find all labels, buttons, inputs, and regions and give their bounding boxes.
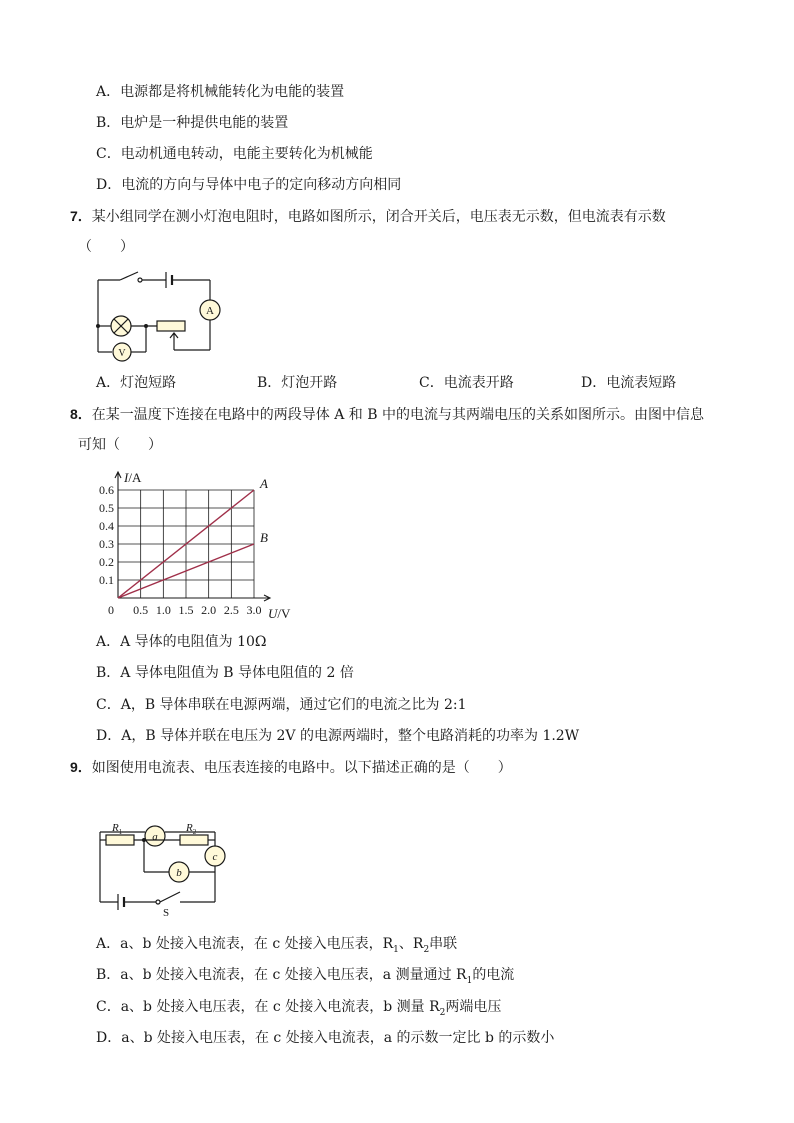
q7-junction-left [96, 324, 100, 328]
q7-option-a: A．灯泡短路 [96, 375, 177, 391]
x-tick-label: 1.0 [155, 603, 171, 617]
q7-voltmeter-label: V [118, 348, 126, 359]
q9-junction [142, 838, 146, 842]
y-tick-label: 0.3 [99, 537, 114, 551]
x-tick-label: 3.0 [246, 603, 262, 617]
q9-option-d: D．a、b 处接入电压表，在 c 处接入电流表，a 的示数一定比 b 的示数小 [96, 1030, 555, 1046]
q9-option-c: C．a、b 处接入电压表，在 c 处接入电流表，b 测量 $R_2$两端电压 [96, 999, 502, 1018]
x-tick-label: 2.5 [223, 603, 239, 617]
q9-option-a: A．a、b 处接入电流表，在 c 处接入电压表，$R_1$、$R_2$串联 [96, 936, 458, 955]
q8-stem: 在某一温度下连接在电路中的两段导体 A 和 B 中的电流与其两端电压的关系如图所示。由图中信息 [91, 407, 704, 423]
x-tick-label: 2.0 [201, 603, 217, 617]
q6-option-b: B．电炉是一种提供电能的装置 [96, 115, 289, 131]
q7-switch-blade [120, 272, 138, 280]
q6-option-d: D．电流的方向与导体中电子的定向移动方向相同 [96, 177, 402, 193]
x-axis-label: U/V [268, 606, 291, 621]
q6-option-c: C．电动机通电转动，电能主要转化为机械能 [96, 146, 373, 162]
q9-option-b: B．a、b 处接入电流表，在 c 处接入电压表，a 测量通过 $R_1$的电流 [96, 967, 515, 986]
q8-number: 8． [70, 406, 92, 422]
q9-r2-label: $R_2$ [186, 822, 197, 836]
y-axis-label: I/A [124, 470, 142, 485]
q6-option-a: A．电源都是将机械能转化为电能的装置 [96, 84, 345, 100]
q7-circuit-diagram [90, 262, 220, 362]
q8-iu-chart [88, 460, 308, 625]
q9-switch-blade [160, 892, 180, 902]
x-tick-label: 1.5 [178, 603, 194, 617]
origin-label: 0 [108, 603, 114, 617]
q9-switch-label: S [162, 907, 170, 919]
q9-meter-b-label: b [176, 867, 182, 879]
q9-meter-c-label: c [212, 851, 218, 863]
q9-r1-label: $R_1$ [112, 822, 123, 836]
q7-junction-right [144, 324, 148, 328]
q9-number: 9． [70, 759, 92, 775]
q7-stem: 某小组同学在测小灯泡电阻时，电路如图所示，闭合开关后，电压表无示数，但电流表有示数 [91, 209, 666, 225]
q7-stem-line2: （ ） [78, 239, 134, 255]
x-tick-label: 0.5 [133, 603, 149, 617]
q7-stem-line1 [70, 207, 666, 226]
series-label-A: A [260, 476, 268, 491]
q9-circuit-diagram [92, 820, 232, 920]
y-tick-label: 0.4 [99, 519, 114, 533]
y-tick-label: 0.1 [99, 573, 114, 587]
series-label-B: B [260, 530, 268, 545]
q9-meter-a-label: a [152, 831, 158, 843]
q7-number: 7． [70, 208, 92, 224]
y-tick-label: 0.2 [99, 555, 114, 569]
q7-option-c: C．电流表开路 [419, 375, 514, 391]
q9-stem: 如图使用电流表、电压表连接的电路中。以下描述正确的是（ ） [91, 760, 512, 776]
y-tick-label: 0.5 [99, 501, 114, 515]
q8-option-b: B．A 导体电阻值为 B 导体电阻值的 2 倍 [96, 665, 354, 681]
q9-stem-line [70, 758, 512, 777]
q8-option-d: D．A，B 导体并联在电压为 2V 的电源两端时，整个电路消耗的功率为 1.2W [96, 728, 580, 744]
q7-ammeter-label: A [206, 305, 214, 317]
q7-option-d: D．电流表短路 [581, 375, 677, 391]
q8-stem-line1 [70, 405, 704, 424]
q8-option-c: C．A，B 导体串联在电源两端，通过它们的电流之比为 2:1 [96, 697, 467, 713]
q8-stem-line2: 可知（ ） [78, 437, 162, 453]
y-tick-label: 0.6 [99, 483, 114, 497]
q7-option-b: B．灯泡开路 [257, 375, 338, 391]
q8-option-a: A．A 导体的电阻值为 10Ω [96, 634, 267, 650]
